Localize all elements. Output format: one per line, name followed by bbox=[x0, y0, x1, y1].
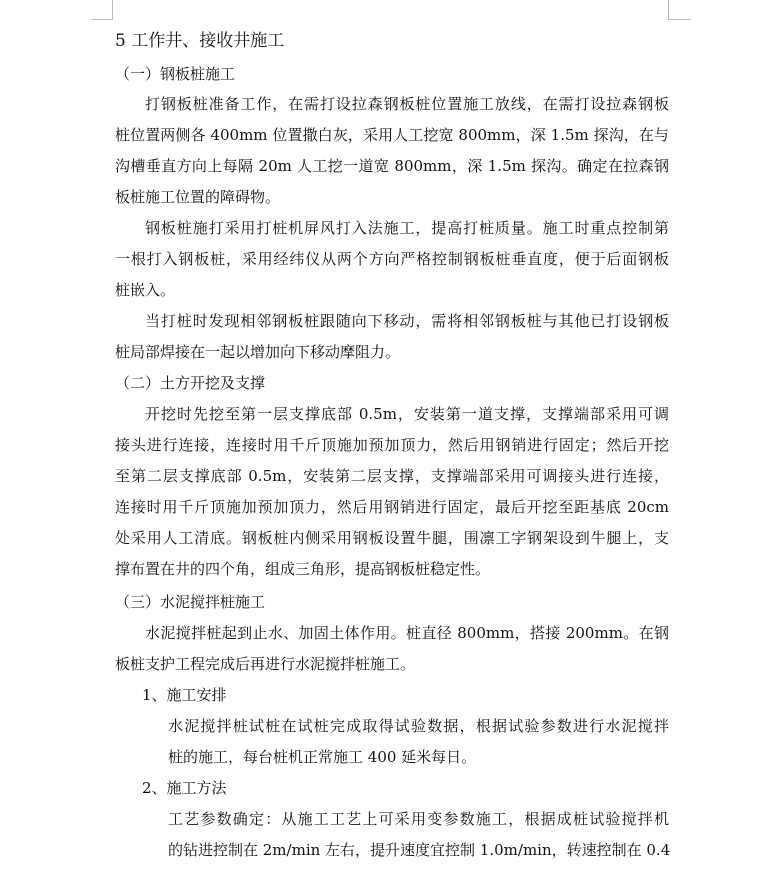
paragraph-line: 工艺参数确定：从施工工艺上可采用变参数施工，根据成桩试验搅拌机 bbox=[168, 810, 669, 828]
paragraph-line: 板桩施工位置的障碍物。 bbox=[115, 188, 281, 206]
subsection-title-2: （二）土方开挖及支撑 bbox=[115, 374, 266, 392]
paragraph-line: 打钢板桩准备工作，在需打设拉森钢板桩位置施工放线，在需打设拉森钢板 bbox=[145, 95, 669, 113]
paragraph-line: 水泥搅拌桩起到止水、加固土体作用。桩直径 800mm，搭接 200mm。在钢 bbox=[145, 624, 669, 642]
paragraph-line: 撑布置在井的四个角，组成三角形，提高钢板桩稳定性。 bbox=[115, 560, 491, 578]
paragraph-line: 处采用人工清底。钢板桩内侧采用钢板设置牛腿，围凛工字钢架设到牛腿上，支 bbox=[115, 529, 669, 547]
paragraph-line: 桩局部焊接在一起以增加向下移动摩阻力。 bbox=[115, 343, 401, 361]
paragraph-line: 连接时用千斤顶施加预加顶力，然后用钢销进行固定，最后开挖至距基底 20cm bbox=[115, 498, 669, 516]
corner-mark-top-left-horizontal bbox=[92, 19, 112, 20]
paragraph-line: 当打桩时发现相邻钢板桩跟随向下移动，需将相邻钢板桩与其他已打设钢板 bbox=[145, 312, 669, 330]
corner-mark-top-right-vertical bbox=[668, 0, 669, 20]
paragraph-line: 板桩支护工程完成后再进行水泥搅拌桩施工。 bbox=[115, 655, 416, 673]
paragraph-line: 沟槽垂直方向上每隔 20m 人工挖一道宽 800mm，深 1.5m 探沟。确定在拉森钢 bbox=[115, 157, 669, 175]
paragraph-line: 钢板桩施打采用打桩机屏风打入法施工，提高打桩质量。施工时重点控制第 bbox=[145, 219, 669, 237]
list-item-title-2: 2、施工方法 bbox=[142, 779, 227, 797]
subsection-title-1: （一）钢板桩施工 bbox=[115, 65, 236, 83]
section-heading: 5 工作井、接收井施工 bbox=[115, 31, 285, 51]
paragraph-line: 至第二层支撑底部 0.5m，安装第二层支撑，支撑端部采用可调接头进行连接， bbox=[115, 467, 669, 485]
paragraph-line: 水泥搅拌桩试桩在试桩完成取得试验数据，根据试验参数进行水泥搅拌 bbox=[168, 717, 669, 735]
corner-mark-top-right-horizontal bbox=[669, 19, 691, 20]
paragraph-line: 桩位置两侧各 400mm 位置撒白灰，采用人工挖宽 800mm，深 1.5m 探沟，在与 bbox=[115, 126, 669, 144]
paragraph-line: 桩嵌入。 bbox=[115, 281, 176, 299]
list-item-title-1: 1、施工安排 bbox=[142, 686, 227, 704]
paragraph-line: 开挖时先挖至第一层支撑底部 0.5m，安装第一道支撑，支撑端部采用可调 bbox=[145, 405, 669, 423]
paragraph-line: 桩的施工，每台桩机正常施工 400 延米每日。 bbox=[168, 748, 477, 766]
paragraph-line: 的钻进控制在 2m/min 左右，提升速度宜控制 1.0m/min，转速控制在 0.4 bbox=[168, 841, 671, 859]
paragraph-line: 接头进行连接，连接时用千斤顶施加预加顶力，然后用钢销进行固定；然后开挖 bbox=[115, 436, 669, 454]
corner-mark-top-left-vertical bbox=[112, 0, 113, 20]
paragraph-line: 一根打入钢板桩，采用经纬仪从两个方向严格控制钢板桩垂直度，便于后面钢板 bbox=[115, 250, 669, 268]
subsection-title-3: （三）水泥搅拌桩施工 bbox=[115, 593, 266, 611]
